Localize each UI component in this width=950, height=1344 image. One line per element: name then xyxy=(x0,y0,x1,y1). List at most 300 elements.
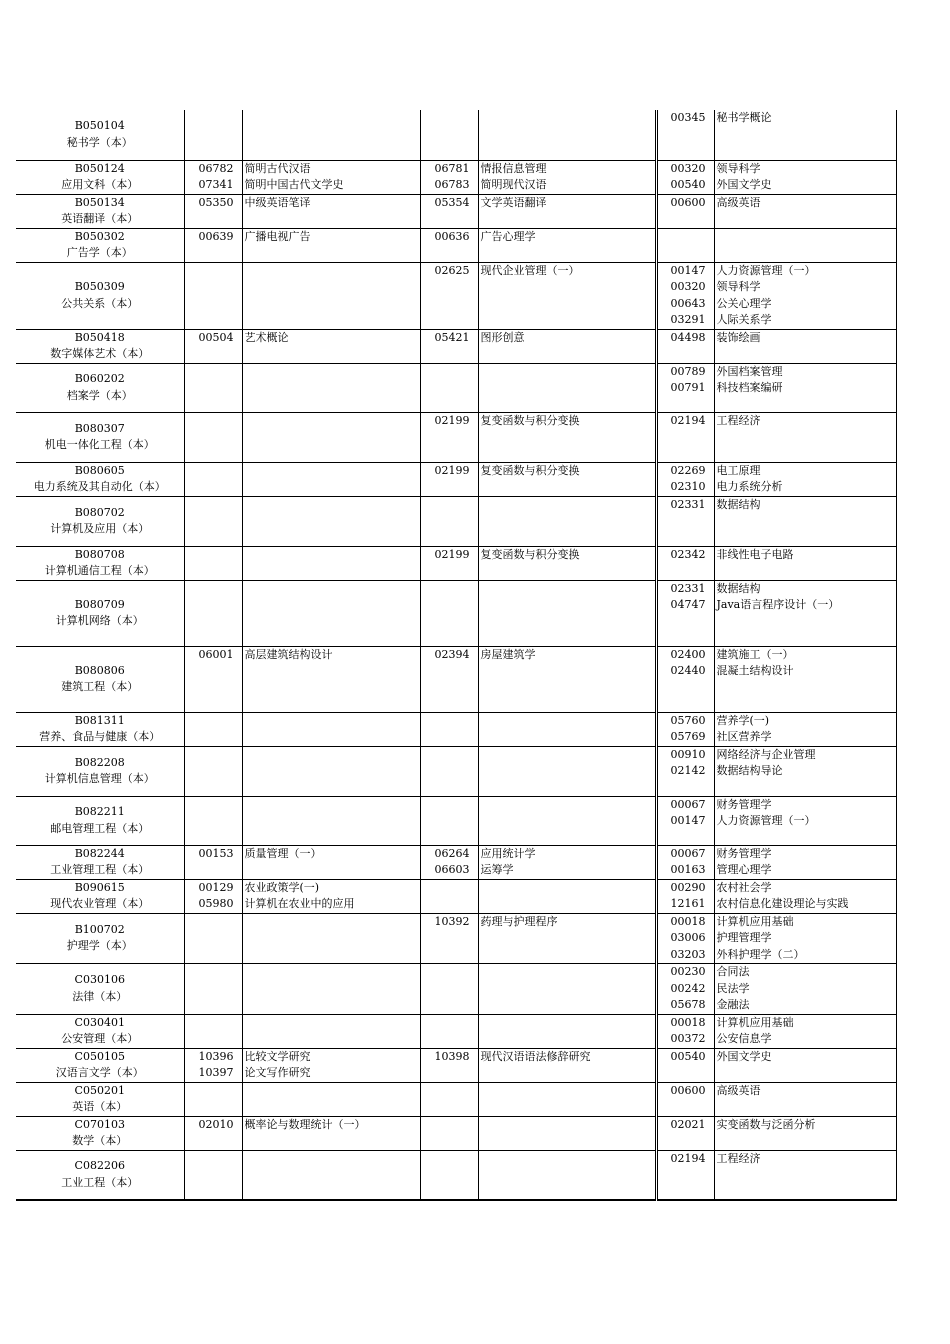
course-name-cell xyxy=(714,712,896,746)
major-code: B082244 xyxy=(74,846,125,860)
major-name: 应用文科（本） xyxy=(61,178,139,191)
course-code-cell xyxy=(184,1014,242,1048)
course-code-cell xyxy=(656,1082,714,1116)
course-code-cell xyxy=(656,746,714,796)
course-code-cell xyxy=(184,646,242,712)
major-code: B050134 xyxy=(74,195,125,209)
course-code: 00636 xyxy=(434,229,470,243)
course-name-cell xyxy=(478,879,656,913)
course-code-cell xyxy=(184,580,242,646)
course-code: 00643 xyxy=(670,296,706,310)
course-name-cell xyxy=(242,580,420,646)
course-name-cell xyxy=(478,110,656,160)
course-code-cell xyxy=(184,913,242,964)
course-code-cell xyxy=(656,796,714,845)
major-cell xyxy=(16,1014,184,1048)
course-name-cell xyxy=(242,1116,420,1150)
course-name-cell xyxy=(714,546,896,580)
course-name-cell xyxy=(714,1014,896,1048)
major-name: 秘书学（本） xyxy=(66,135,133,149)
course-name: 人际关系学 xyxy=(716,313,772,326)
table-row xyxy=(16,879,896,913)
course-name-cell xyxy=(242,879,420,913)
major-cell xyxy=(16,363,184,412)
course-code: 00791 xyxy=(670,381,706,394)
course-code: 00372 xyxy=(670,1032,706,1045)
course-name: 外科护理学（二） xyxy=(716,947,805,961)
course-name-cell xyxy=(242,712,420,746)
major-code: B050124 xyxy=(74,161,125,175)
course-code-cell xyxy=(184,879,242,913)
course-name-cell xyxy=(714,329,896,363)
course-name: 复变函数与积分变换 xyxy=(480,463,580,477)
course-name-cell xyxy=(714,363,896,412)
course-name-cell xyxy=(714,110,896,160)
course-name: 外国文学史 xyxy=(716,178,772,191)
course-name: 营养学(一) xyxy=(716,713,770,727)
course-code: 00600 xyxy=(670,195,706,209)
course-code-cell xyxy=(420,363,478,412)
course-name: 广告心理学 xyxy=(480,229,536,243)
course-code: 02142 xyxy=(670,764,706,777)
course-name: 简明古代汉语 xyxy=(244,161,311,175)
course-name-cell xyxy=(478,1150,656,1200)
major-name: 公共关系（本） xyxy=(61,296,139,310)
major-name: 档案学（本） xyxy=(66,388,133,402)
course-code: 03006 xyxy=(670,931,706,944)
course-code: 02331 xyxy=(670,581,706,595)
course-name: 高级英语 xyxy=(716,195,761,209)
course-name-cell xyxy=(714,160,896,194)
course-name: 网络经济与企业管理 xyxy=(716,747,816,761)
course-name: 农村社会学 xyxy=(716,880,772,894)
major-cell xyxy=(16,160,184,194)
major-name: 数字媒体艺术（本） xyxy=(50,347,150,360)
course-code: 00345 xyxy=(670,111,706,124)
course-name-cell xyxy=(478,845,656,879)
major-name: 营养、食品与健康（本） xyxy=(39,730,161,743)
major-cell xyxy=(16,712,184,746)
course-code-cell xyxy=(420,110,478,160)
course-code-cell xyxy=(420,712,478,746)
course-name: 文学英语翻译 xyxy=(480,195,547,209)
course-name: 复变函数与积分变换 xyxy=(480,413,580,427)
course-code-cell xyxy=(184,496,242,546)
course-name-cell xyxy=(242,262,420,329)
course-name-cell xyxy=(242,110,420,160)
course-name: 现代企业管理（一） xyxy=(480,263,580,277)
course-code-cell xyxy=(184,412,242,462)
major-code: B082211 xyxy=(74,805,125,818)
major-name: 护理学（本） xyxy=(66,939,133,953)
course-code-cell xyxy=(656,580,714,646)
course-code: 05760 xyxy=(670,713,706,727)
course-name-cell xyxy=(478,462,656,496)
course-code-cell xyxy=(420,329,478,363)
course-name: 财务管理学 xyxy=(716,846,772,860)
major-name: 英语（本） xyxy=(72,1100,128,1113)
course-name-cell xyxy=(242,1150,420,1200)
course-code-cell xyxy=(420,1048,478,1082)
major-code: B080709 xyxy=(74,597,125,611)
course-name-cell xyxy=(478,913,656,964)
course-name: 质量管理（一） xyxy=(244,846,322,860)
course-name: 艺术概论 xyxy=(244,330,289,344)
course-name-cell xyxy=(714,194,896,228)
course-code-cell xyxy=(184,845,242,879)
course-code-cell xyxy=(420,913,478,964)
course-name-cell xyxy=(242,228,420,262)
major-cell xyxy=(16,646,184,712)
course-code-cell xyxy=(656,712,714,746)
course-name: 科技档案编研 xyxy=(716,381,783,394)
course-code: 02269 xyxy=(670,463,706,477)
course-name: 工程经济 xyxy=(716,1151,761,1165)
course-code-cell xyxy=(184,796,242,845)
course-code: 02440 xyxy=(670,664,706,677)
major-code: C050201 xyxy=(74,1083,125,1097)
course-name-cell xyxy=(478,546,656,580)
course-name: 实变函数与泛函分析 xyxy=(716,1117,816,1131)
course-code-cell xyxy=(420,546,478,580)
course-name-cell xyxy=(478,580,656,646)
major-name: 计算机通信工程（本） xyxy=(44,564,155,577)
course-code: 02194 xyxy=(670,1151,706,1165)
major-cell xyxy=(16,796,184,845)
course-name: 高级英语 xyxy=(716,1083,761,1097)
course-name-cell xyxy=(714,228,896,262)
major-cell xyxy=(16,1048,184,1082)
course-code-cell xyxy=(184,329,242,363)
course-name-cell xyxy=(242,1014,420,1048)
major-name: 建筑工程（本） xyxy=(61,680,139,693)
course-name-cell xyxy=(242,329,420,363)
table-row xyxy=(16,329,896,363)
major-cell xyxy=(16,194,184,228)
major-name: 计算机信息管理（本） xyxy=(44,772,155,785)
course-code: 00067 xyxy=(670,797,706,811)
course-name-cell xyxy=(242,496,420,546)
course-code: 00504 xyxy=(198,330,234,344)
course-code-cell xyxy=(656,194,714,228)
course-name-cell xyxy=(714,262,896,329)
course-code: 02194 xyxy=(670,413,706,427)
course-code: 02310 xyxy=(670,480,706,493)
course-code-cell xyxy=(420,746,478,796)
course-code: 10392 xyxy=(434,914,470,928)
course-name-cell xyxy=(714,964,896,1015)
course-name-cell xyxy=(714,580,896,646)
course-code-cell xyxy=(420,1150,478,1200)
course-name-cell xyxy=(242,363,420,412)
course-name: 装饰绘画 xyxy=(716,330,761,344)
course-code-cell xyxy=(184,546,242,580)
course-code-cell xyxy=(420,796,478,845)
major-cell xyxy=(16,580,184,646)
course-code: 04747 xyxy=(670,598,706,611)
course-name-cell xyxy=(714,1116,896,1150)
table-row xyxy=(16,110,896,160)
course-name: 数据结构 xyxy=(716,497,761,511)
table-row xyxy=(16,746,896,796)
course-code: 05354 xyxy=(434,195,470,209)
table-row xyxy=(16,228,896,262)
course-name-cell xyxy=(714,845,896,879)
major-code: C050105 xyxy=(74,1049,125,1063)
course-name: 合同法 xyxy=(716,965,750,978)
course-name: 社区营养学 xyxy=(716,730,772,743)
course-name-cell xyxy=(242,1048,420,1082)
course-code: 00320 xyxy=(670,280,706,293)
course-name-cell xyxy=(242,964,420,1015)
course-code-cell xyxy=(420,1116,478,1150)
course-code: 00018 xyxy=(670,1015,706,1029)
major-name: 公安管理（本） xyxy=(61,1032,139,1045)
major-name: 工业管理工程（本） xyxy=(50,863,150,876)
course-name: 护理管理学 xyxy=(716,931,772,944)
major-name: 数学（本） xyxy=(72,1134,128,1147)
course-name: Java语言程序设计（一） xyxy=(716,598,840,611)
course-name-cell xyxy=(478,646,656,712)
course-code: 05421 xyxy=(434,330,470,344)
course-code: 10396 xyxy=(198,1049,234,1063)
course-code-cell xyxy=(656,496,714,546)
table-row xyxy=(16,913,896,964)
major-cell xyxy=(16,546,184,580)
course-code-cell xyxy=(656,546,714,580)
course-name-cell xyxy=(478,964,656,1015)
course-name-cell xyxy=(478,1082,656,1116)
course-name: 公关心理学 xyxy=(716,296,772,310)
course-code: 07341 xyxy=(198,178,234,191)
course-code-cell xyxy=(184,110,242,160)
major-name: 英语翻译（本） xyxy=(61,212,139,225)
major-code: B100702 xyxy=(74,922,125,936)
course-name: 管理心理学 xyxy=(716,863,772,876)
course-code: 00067 xyxy=(670,846,706,860)
course-code: 00600 xyxy=(670,1083,706,1097)
course-name-cell xyxy=(242,546,420,580)
course-code: 00153 xyxy=(198,846,234,860)
major-cell xyxy=(16,845,184,879)
course-code-cell xyxy=(420,262,478,329)
course-code: 00910 xyxy=(670,747,706,761)
course-code: 06781 xyxy=(434,161,470,175)
course-name-cell xyxy=(478,160,656,194)
course-code: 02625 xyxy=(434,263,470,277)
course-code-cell xyxy=(184,262,242,329)
course-name-cell xyxy=(714,412,896,462)
course-code-cell xyxy=(656,879,714,913)
course-code-cell xyxy=(656,412,714,462)
course-code: 00242 xyxy=(670,981,706,995)
major-cell xyxy=(16,964,184,1015)
table-row xyxy=(16,796,896,845)
course-code-cell xyxy=(420,496,478,546)
major-cell xyxy=(16,1150,184,1200)
course-code-cell xyxy=(656,964,714,1015)
table-row xyxy=(16,580,896,646)
table-row xyxy=(16,262,896,329)
course-name-cell xyxy=(714,1150,896,1200)
table-row xyxy=(16,845,896,879)
course-name: 非线性电子电路 xyxy=(716,547,794,561)
course-code-cell xyxy=(184,712,242,746)
course-name: 房屋建筑学 xyxy=(480,647,536,661)
major-name: 邮电管理工程（本） xyxy=(50,821,150,835)
course-code: 02199 xyxy=(434,413,470,427)
course-code: 02331 xyxy=(670,497,706,511)
course-code-cell xyxy=(656,845,714,879)
major-code: B050104 xyxy=(74,119,125,133)
table-row xyxy=(16,496,896,546)
course-name: 外国文学史 xyxy=(716,1049,772,1063)
course-name-cell xyxy=(242,913,420,964)
course-name: 数据结构 xyxy=(716,581,761,595)
course-name-cell xyxy=(714,1048,896,1082)
course-name-cell xyxy=(242,412,420,462)
course-name: 简明现代汉语 xyxy=(480,178,547,191)
course-code-cell xyxy=(656,1048,714,1082)
course-name: 秘书学概论 xyxy=(716,111,772,124)
course-code-cell xyxy=(656,1116,714,1150)
course-name-cell xyxy=(478,412,656,462)
course-code-cell xyxy=(420,879,478,913)
course-name-cell xyxy=(714,879,896,913)
table-row xyxy=(16,964,896,1015)
major-code: B080702 xyxy=(74,505,125,519)
course-code-cell xyxy=(420,194,478,228)
major-code: B060202 xyxy=(74,372,125,385)
course-code-cell xyxy=(184,1116,242,1150)
course-code: 00320 xyxy=(670,161,706,175)
course-code: 00789 xyxy=(670,364,706,378)
course-name: 比较文学研究 xyxy=(244,1049,311,1063)
course-name-cell xyxy=(478,194,656,228)
exam-course-table xyxy=(16,110,897,1201)
course-code-cell xyxy=(420,845,478,879)
course-name: 电工原理 xyxy=(716,463,761,477)
major-cell xyxy=(16,1116,184,1150)
course-code-cell xyxy=(420,160,478,194)
course-code-cell xyxy=(656,1014,714,1048)
course-name: 复变函数与积分变换 xyxy=(480,547,580,561)
course-code-cell xyxy=(656,110,714,160)
course-name: 广播电视广告 xyxy=(244,229,311,243)
course-code: 00290 xyxy=(670,880,706,894)
major-name: 现代农业管理（本） xyxy=(50,897,150,910)
course-name-cell xyxy=(242,462,420,496)
course-name: 图形创意 xyxy=(480,330,525,344)
course-name: 建筑施工（一） xyxy=(716,647,794,661)
course-code: 06001 xyxy=(198,647,234,661)
major-cell xyxy=(16,913,184,964)
course-code-cell xyxy=(184,228,242,262)
major-code: B090615 xyxy=(74,880,125,894)
table-row xyxy=(16,194,896,228)
course-name-cell xyxy=(478,712,656,746)
course-code: 05678 xyxy=(670,998,706,1011)
course-name: 混凝土结构设计 xyxy=(716,664,794,677)
course-name-cell xyxy=(478,496,656,546)
course-name-cell xyxy=(478,228,656,262)
major-name: 计算机及应用（本） xyxy=(50,522,150,535)
course-name: 计算机在农业中的应用 xyxy=(244,897,355,910)
table-row xyxy=(16,363,896,412)
course-name-cell xyxy=(714,1082,896,1116)
table-row xyxy=(16,1116,896,1150)
major-code: B080605 xyxy=(74,463,125,477)
table-row xyxy=(16,160,896,194)
course-name: 领导科学 xyxy=(716,280,761,293)
course-code-cell xyxy=(420,580,478,646)
major-cell xyxy=(16,496,184,546)
course-code: 02199 xyxy=(434,463,470,477)
course-code: 00018 xyxy=(670,914,706,928)
major-code: C070103 xyxy=(74,1117,125,1131)
course-code: 03203 xyxy=(670,947,706,961)
course-code-cell xyxy=(656,646,714,712)
course-code: 02394 xyxy=(434,647,470,661)
course-name-cell xyxy=(714,913,896,964)
course-code-cell xyxy=(420,462,478,496)
course-name: 论文写作研究 xyxy=(244,1066,311,1079)
course-code: 05769 xyxy=(670,730,706,743)
major-code: B080708 xyxy=(74,547,125,561)
major-code: B050309 xyxy=(74,280,125,293)
major-name: 法律（本） xyxy=(72,989,128,1003)
course-name: 人力资源管理（一） xyxy=(716,263,816,277)
course-name-cell xyxy=(478,1116,656,1150)
course-code-cell xyxy=(184,194,242,228)
course-name-cell xyxy=(478,262,656,329)
course-code: 06264 xyxy=(434,846,470,860)
course-name: 数据结构导论 xyxy=(716,764,783,777)
course-code: 06782 xyxy=(198,161,234,175)
course-code-cell xyxy=(184,964,242,1015)
course-name: 药理与护理程序 xyxy=(480,914,558,928)
course-name: 概率论与数理统计（一） xyxy=(244,1117,366,1131)
course-code: 02342 xyxy=(670,547,706,561)
course-name: 现代汉语语法修辞研究 xyxy=(480,1049,591,1063)
course-name: 金融法 xyxy=(716,998,750,1011)
course-code: 02400 xyxy=(670,647,706,661)
major-cell xyxy=(16,879,184,913)
course-name: 外国档案管理 xyxy=(716,364,783,378)
course-name-cell xyxy=(242,796,420,845)
course-code-cell xyxy=(184,1048,242,1082)
major-code: B080806 xyxy=(74,663,125,677)
course-code: 10397 xyxy=(198,1066,234,1079)
course-code: 05350 xyxy=(198,195,234,209)
course-name: 情报信息管理 xyxy=(480,161,547,175)
course-code-cell xyxy=(184,160,242,194)
course-code-cell xyxy=(656,262,714,329)
course-code-cell xyxy=(184,1150,242,1200)
table-row xyxy=(16,712,896,746)
course-code-cell xyxy=(656,363,714,412)
major-name: 电力系统及其自动化（本） xyxy=(33,480,166,493)
major-cell xyxy=(16,1082,184,1116)
course-name: 民法学 xyxy=(716,981,750,995)
course-code-cell xyxy=(420,1014,478,1048)
table-row xyxy=(16,1082,896,1116)
course-code: 00147 xyxy=(670,814,706,827)
course-name: 工程经济 xyxy=(716,413,761,427)
course-name-cell xyxy=(478,746,656,796)
major-code: B050418 xyxy=(74,330,125,344)
course-name-cell xyxy=(478,363,656,412)
